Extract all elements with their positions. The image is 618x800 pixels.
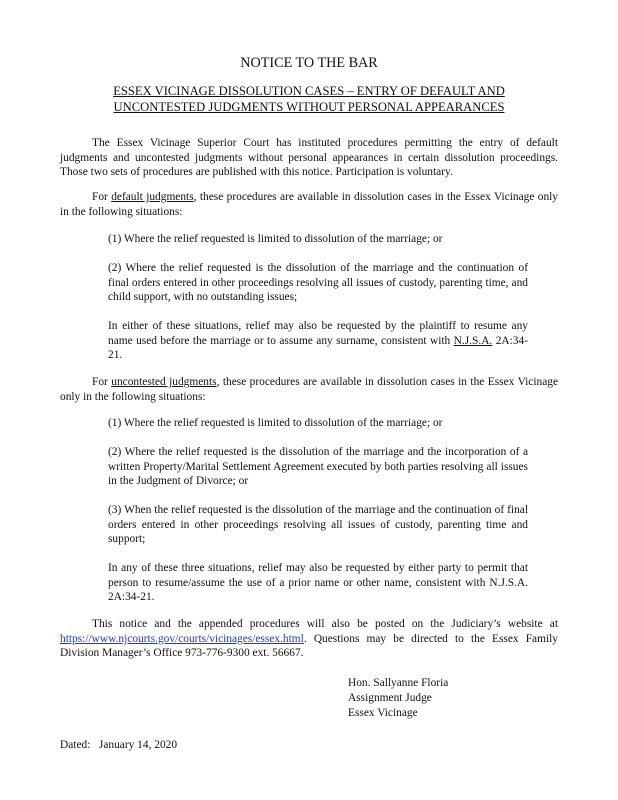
signature-block bbox=[348, 676, 548, 721]
uncontested-item-1: (1) Where the relief requested is limited to dissolution of the marriage; or bbox=[108, 417, 443, 429]
notice-subtitle bbox=[60, 84, 558, 115]
default-item-2: (2) Where the relief requested is the dissolution of the marriage and the continuation of final orders entered in other proceedings resolving all issues of custody, parenting time, and child support, with no outstanding issues; bbox=[108, 262, 528, 304]
uncontested-item-2: (2) Where the relief requested is the dissolution of the marriage and the incorporation of a written Property/Marital Settlement Agreement executed by both parties resolving all issues in the Judgment of Divorce; or bbox=[108, 446, 528, 488]
uncontested-judgments-paragraph bbox=[60, 375, 558, 404]
default-closing-text: In either of these situations, relief may also be requested by the plaintiff to resume any name used before the marriage or to assume any surname, consistent with bbox=[108, 320, 528, 347]
signature-name: Hon. Sallyanne Floria bbox=[348, 677, 449, 689]
website-notice-prefix: This notice and the appended procedures will also be posted on the Judiciary’s website at bbox=[92, 618, 558, 630]
notice-title: NOTICE TO THE BAR bbox=[240, 55, 378, 71]
uncontested-suffix: , these procedures are available in dissolution cases in the Essex Vicinage only in the following situations: bbox=[60, 376, 558, 403]
default-closing bbox=[108, 319, 528, 363]
signature-title: Assignment Judge bbox=[348, 692, 432, 704]
default-judgments-paragraph bbox=[60, 190, 558, 219]
signature-court: Essex Vicinage bbox=[348, 707, 418, 719]
intro-paragraph: The Essex Vicinage Superior Court has instituted procedures permitting the entry of default judgments and uncontested judgments without personal appearances in certain dissolution proceedings. Those two sets of procedures are published with this notice. Participation is voluntary. bbox=[60, 137, 558, 179]
website-notice-paragraph bbox=[60, 617, 558, 661]
default-prefix: For bbox=[92, 191, 112, 203]
subtitle-line-1: ESSEX VICINAGE DISSOLUTION CASES – ENTRY OF DEFAULT AND bbox=[113, 84, 505, 98]
default-suffix: , these procedures are available in dissolution cases in the Essex Vicinage only in the following situations: bbox=[60, 191, 559, 218]
default-closing-suffix: 2A:34-21. bbox=[108, 334, 528, 362]
dated-line: Dated: January 14, 2020 bbox=[60, 739, 178, 751]
default-item-1: (1) Where the relief requested is limited to dissolution of the marriage; or bbox=[108, 233, 443, 245]
uncontested-item-3: (3) When the relief requested is the dissolution of the marriage and the continuation of final orders entered in other proceedings resolving all issues of custody, parenting time and support; bbox=[108, 504, 528, 546]
default-judgments-term: default judgments bbox=[111, 191, 194, 203]
uncontested-prefix: For bbox=[92, 376, 112, 388]
uncontested-closing: In any of these three situations, relief may also be requested by either party to permit that person to resume/assume the use of a prior name or other name, consistent with N.J.S.A. 2A:34-21. bbox=[108, 562, 528, 604]
default-closing-statute: N.J.S.A. bbox=[453, 334, 493, 347]
subtitle-line-2: UNCONTESTED JUDGMENTS WITHOUT PERSONAL APPEARANCES bbox=[113, 99, 505, 114]
uncontested-judgments-term: uncontested judgments bbox=[111, 376, 217, 388]
essex-vicinage-link[interactable]: https://www.njcourts.gov/courts/vicinages/essex.html bbox=[60, 632, 304, 645]
website-notice-suffix: . Questions may be directed to the Essex Family Division Manager’s Office 973-776-9300 ext. 56667. bbox=[60, 632, 558, 660]
